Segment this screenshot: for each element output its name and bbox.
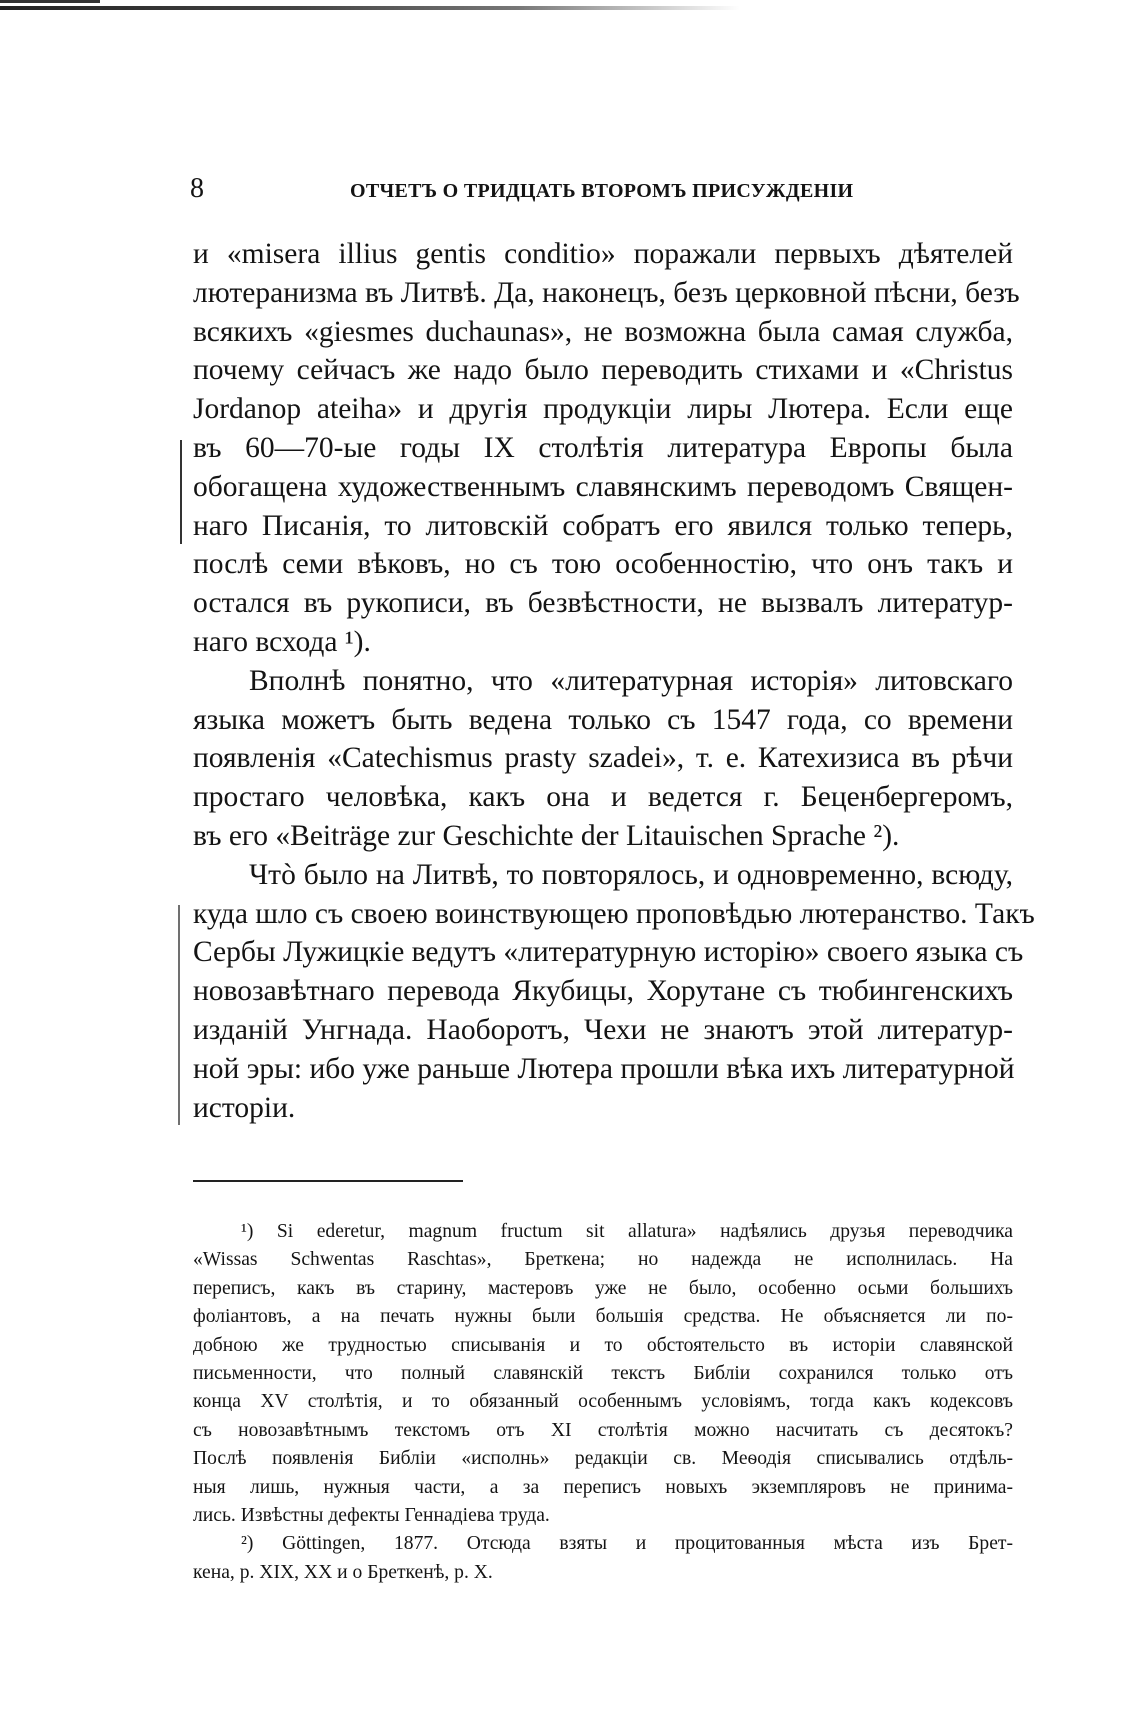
footnote-line: съ новозавѣтнымъ текстомъ отъ XI столѣтія можно насчитать съ десятокъ? bbox=[193, 1419, 1013, 1441]
text-line: въ 60—70-ые годы IX столѣтія литература Европы была bbox=[193, 431, 1013, 464]
text-line: и «misera illius gentis conditio» поражали первыхъ дѣятелей bbox=[193, 238, 1013, 270]
scan-top-rule bbox=[0, 6, 740, 10]
scan-edge-mark bbox=[0, 0, 100, 3]
paragraph-1 bbox=[193, 235, 1020, 662]
text-line: новозавѣтнаго перевода Якубицы, Хорутане съ тюбингенскихъ bbox=[193, 975, 1013, 1008]
text-line: лютеранизма въ Литвѣ. Да, наконецъ, безъ церковной пѣсни, безъ bbox=[193, 276, 1020, 309]
page-number: 8 bbox=[190, 173, 204, 204]
footnote-line: ²) Göttingen, 1877. Отсюда взяты и процитованныя мѣста изъ Брет- bbox=[241, 1533, 1013, 1555]
footnote-line: Послѣ появленія Библіи «исполнь» редакціи св. Меѳодія списывались отдѣль- bbox=[193, 1448, 1013, 1470]
text-line: наго Писанія, то литовскій собратъ его явился только теперь, bbox=[193, 509, 1013, 542]
text-line: наго всхода ¹). bbox=[193, 625, 371, 658]
footnote-2 bbox=[193, 1530, 1013, 1587]
text-line: Чтò было на Литвѣ, то повторялось, и одновременно, всюду, bbox=[249, 858, 1013, 891]
text-line: послѣ семи вѣковъ, но съ тою особенностію, что онъ такъ и bbox=[193, 548, 1013, 581]
text-line: Вполнѣ понятно, что «литературная исторія» литовскаго bbox=[249, 664, 1013, 697]
margin-pencil-mark bbox=[180, 440, 182, 544]
text-line: въ его «Beiträge zur Geschichte der Litauischen Sprache ²). bbox=[193, 819, 900, 852]
text-line: простаго человѣка, какъ она и ведется г. Беценбергеромъ, bbox=[193, 781, 1013, 814]
footnote-line: «Wissas Schwentas Raschtas», Бреткена; но надежда не исполнилась. На bbox=[193, 1249, 1013, 1271]
text-line: изданій Унгнада. Наоборотъ, Чехи не знаютъ этой литератур- bbox=[193, 1013, 1013, 1046]
footnote-line: добною же трудностью списыванія и то обстоятельсто въ исторіи славянской bbox=[193, 1334, 1013, 1356]
text-line: остался въ рукописи, въ безвѣстности, не вызвалъ литератур- bbox=[193, 587, 1013, 620]
text-line: языка можетъ быть ведена только съ 1547 года, со времени bbox=[193, 703, 1013, 736]
text-line: Сербы Лужицкіе ведутъ «литературную исторію» своего языка съ bbox=[193, 936, 1024, 969]
footnote-line: кена, р. XIX, XX и о Бреткенѣ, р. X. bbox=[193, 1561, 493, 1583]
footnote-line: конца XV столѣтія, и то обязанный особеннымъ условіямъ, тогда какъ кодексовъ bbox=[193, 1391, 1013, 1413]
footnote-line: ныя лишь, нужныя части, а за переписъ новыхъ экземпляровъ не принима- bbox=[193, 1476, 1013, 1498]
text-line: Jordanop ateiha» и другія продукціи лиры Лютера. Если еще bbox=[193, 393, 1013, 426]
running-head: ОТЧЕТЪ О ТРИДЦАТЬ ВТОРОМЪ ПРИСУЖДЕНІИ bbox=[350, 180, 854, 202]
text-line: ной эры: ибо уже раньше Лютера прошли вѣка ихъ литературной bbox=[193, 1052, 1015, 1085]
page-header bbox=[190, 174, 1015, 204]
text-line: появленія «Catechismus prasty szadei», т. е. Катехизиса въ рѣчи bbox=[193, 742, 1013, 775]
footnote-line: фоліантовъ, а на печать нужны были большія средства. Не объясняется ли по- bbox=[193, 1306, 1013, 1328]
paragraph-2 bbox=[193, 662, 1013, 856]
footnote-separator bbox=[193, 1180, 463, 1182]
paragraph-3 bbox=[193, 856, 1035, 1128]
text-line: почему сейчасъ же надо было переводить стихами и «Christus bbox=[193, 354, 1013, 387]
text-line: куда шло съ своею воинствующею проповѣдью лютеранство. Такъ bbox=[193, 897, 1035, 930]
footnote-line: ¹) Si ederetur, magnum fructum sit allatura» надѣялись друзья переводчика bbox=[241, 1221, 1013, 1242]
body-text bbox=[193, 235, 1035, 1127]
footnotes bbox=[193, 1218, 1013, 1587]
footnote-1 bbox=[193, 1218, 1013, 1530]
text-line: обогащена художественнымъ славянскимъ переводомъ Священ- bbox=[193, 470, 1013, 503]
text-line: всякихъ «giesmes duchaunas», не возможна была самая служба, bbox=[193, 315, 1013, 348]
margin-pencil-mark bbox=[178, 905, 180, 1125]
footnote-line: письменности, что полный славянскій текстъ Библіи сохранился только отъ bbox=[193, 1363, 1013, 1385]
footnote-line: лись. Извѣстны дефекты Геннадіева труда. bbox=[193, 1505, 550, 1527]
footnote-line: переписъ, какъ въ старину, мастеровъ уже не было, особенно осьми большихъ bbox=[193, 1277, 1013, 1299]
text-line: исторіи. bbox=[193, 1091, 296, 1124]
